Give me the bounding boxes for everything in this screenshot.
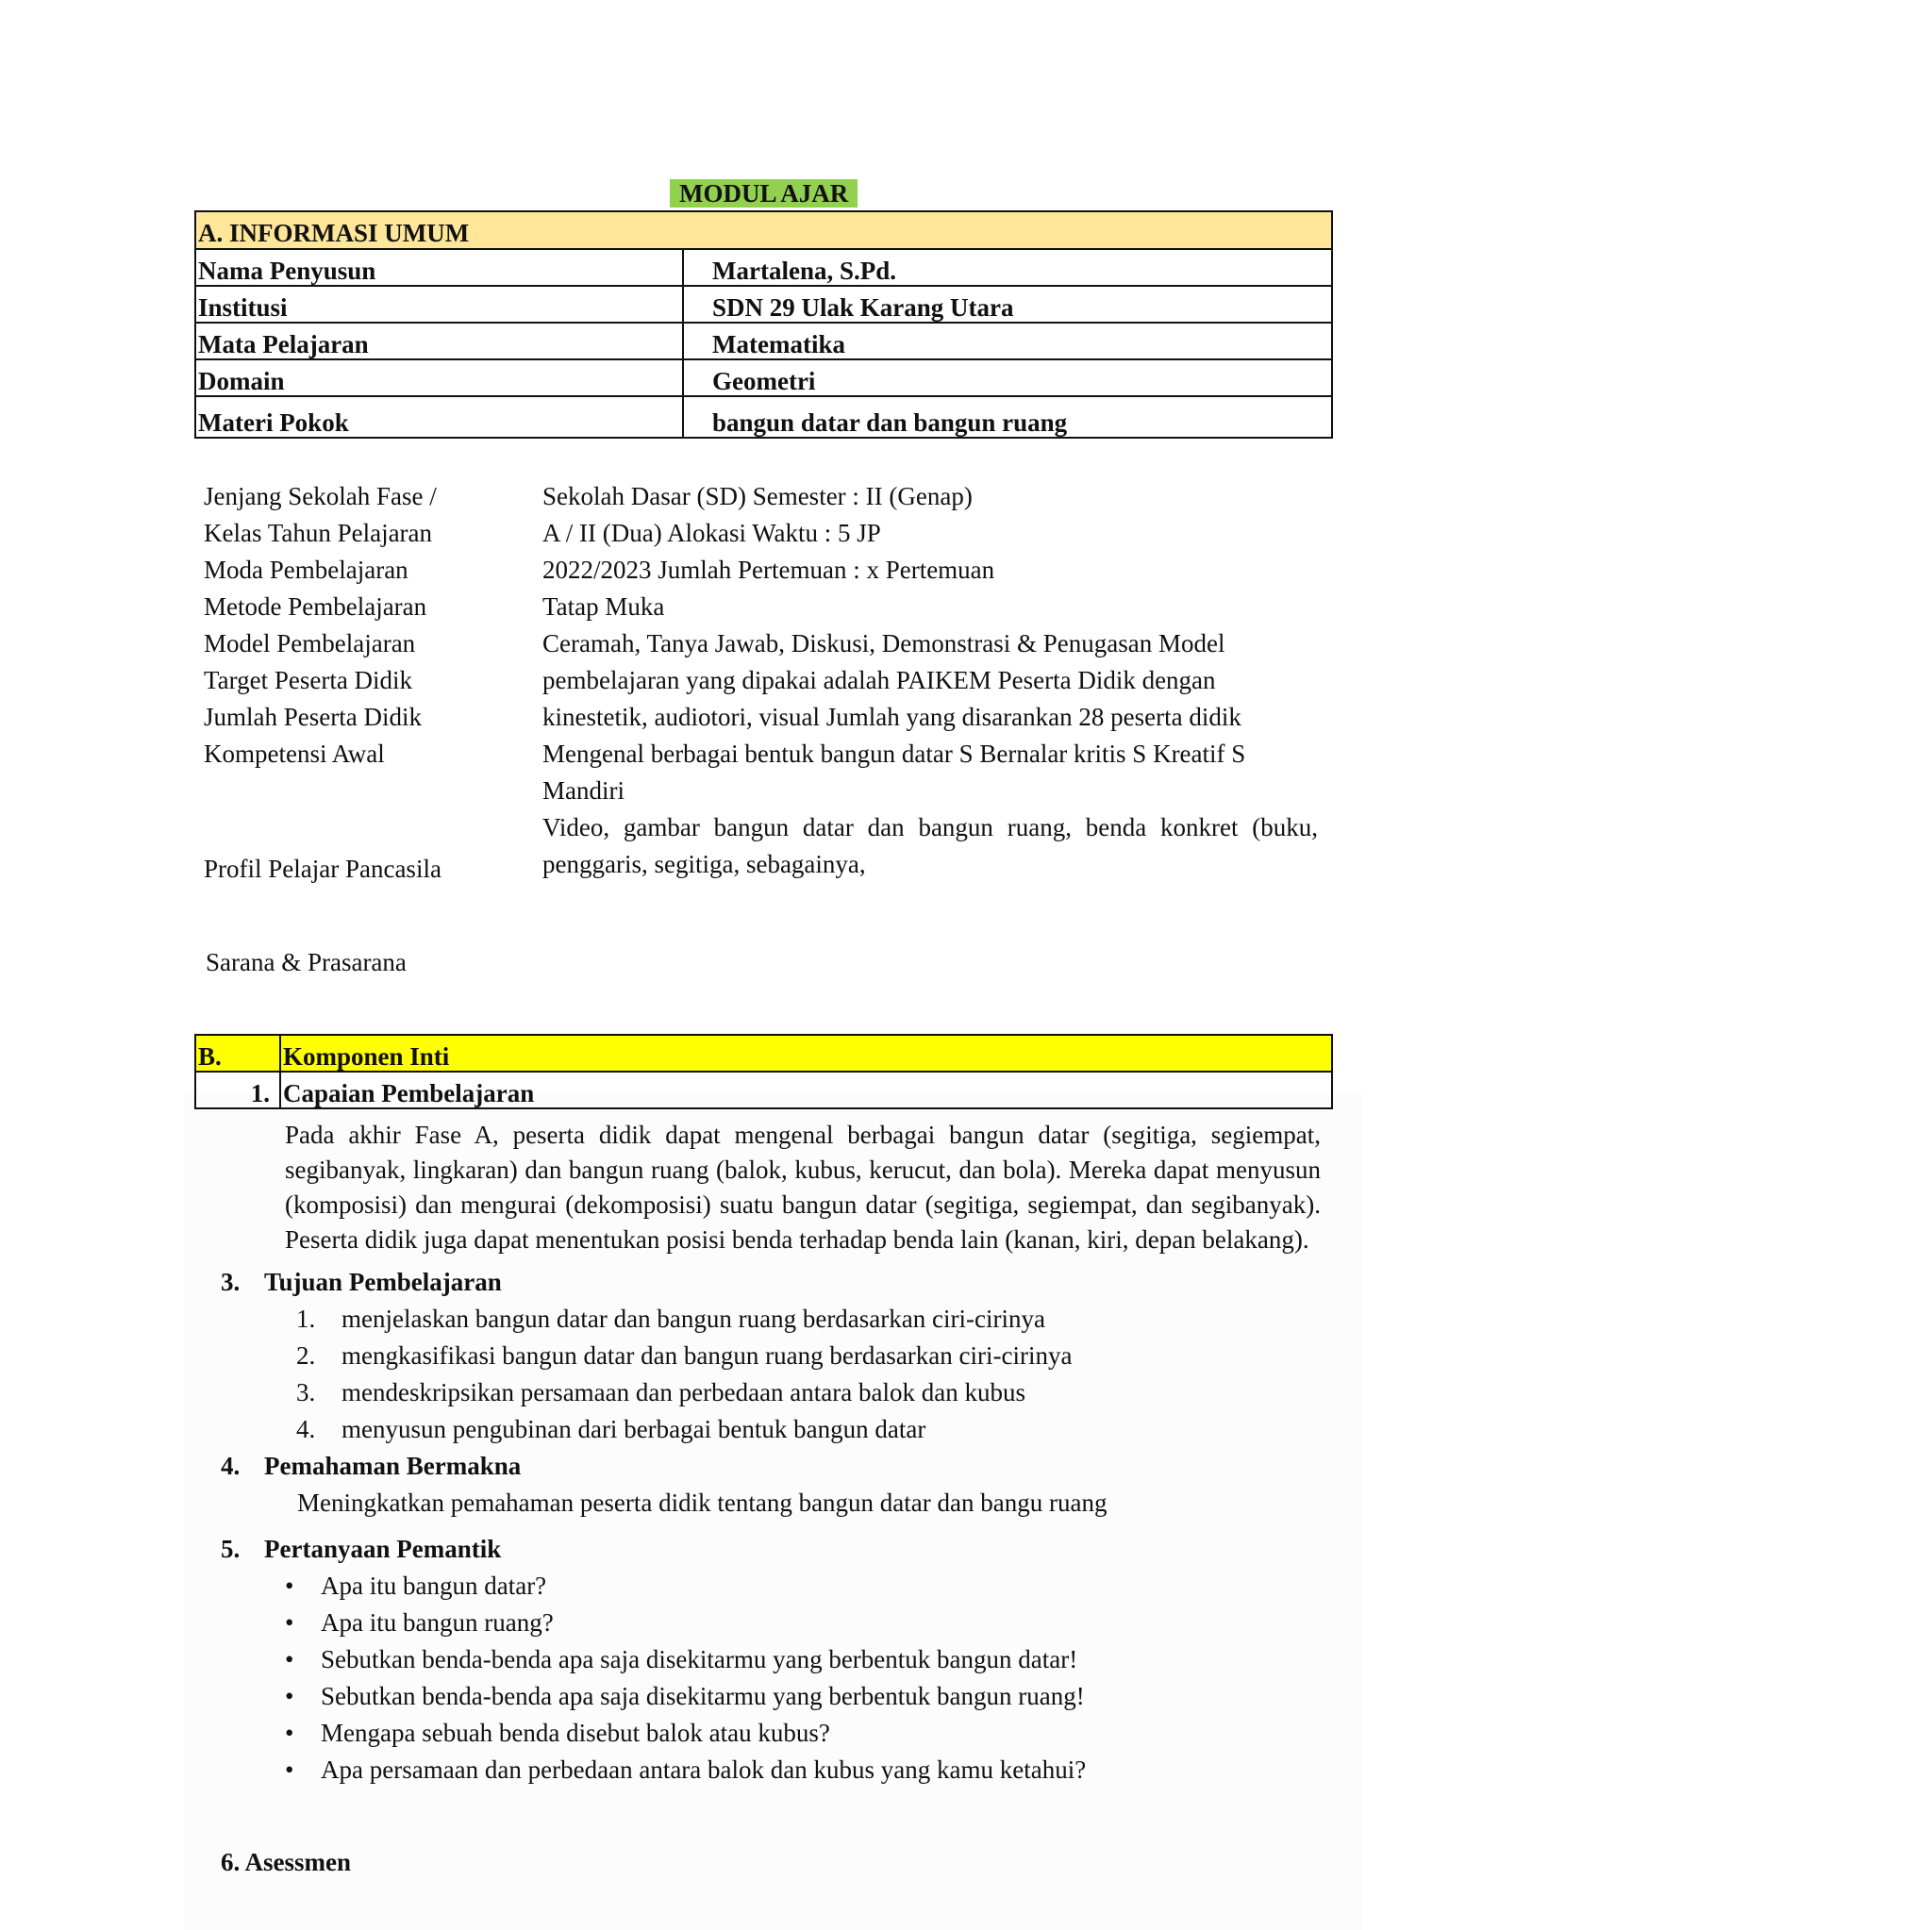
- bullet-icon: •: [285, 1608, 294, 1637]
- detail-value-sarana: Video, gambar bangun datar dan bangun ruang, benda konkret (buku, penggaris, segitiga, sebagainya,: [542, 813, 1318, 878]
- pemahaman-text: Meningkatkan pemahaman peserta didik tentang bangun datar dan bangu ruang: [297, 1489, 1108, 1517]
- list-text: menjelaskan bangun datar dan bangun ruang berdasarkan ciri-cirinya: [341, 1305, 1045, 1333]
- komponen-heading-row: [195, 1035, 1332, 1072]
- row-value: Matematika: [683, 323, 1332, 359]
- asesmen-title: 6. Asessmen: [221, 1848, 352, 1876]
- row-value: Geometri: [683, 359, 1332, 396]
- list-text: Sebutkan benda-benda apa saja disekitarmu yang berbentuk bangun datar!: [321, 1645, 1078, 1673]
- table-row: [195, 249, 1332, 286]
- capaian-title: Capaian Pembelajaran: [280, 1072, 1332, 1108]
- bullet-icon: •: [285, 1572, 294, 1600]
- table-row: [195, 323, 1332, 359]
- detail-label-model: Model Pembelajaran: [204, 629, 416, 657]
- list-text: menyusun pengubinan dari berbagai bentuk bangun datar: [341, 1415, 926, 1443]
- detail-value: Ceramah, Tanya Jawab, Diskusi, Demonstrasi & Penugasan Model: [542, 629, 1225, 657]
- row-label: Materi Pokok: [195, 396, 683, 438]
- detail-value: pembelajaran yang dipakai adalah PAIKEM Peserta Didik dengan: [542, 666, 1216, 694]
- row-value: SDN 29 Ulak Karang Utara: [683, 286, 1332, 323]
- row-label: Nama Penyusun: [195, 249, 683, 286]
- pemahaman-title: Pemahaman Bermakna: [264, 1452, 522, 1480]
- informasi-umum-table: [194, 210, 1333, 439]
- list-text: Apa itu bangun datar?: [321, 1572, 547, 1600]
- list-number: 4.: [296, 1415, 316, 1443]
- list-text: Sebutkan benda-benda apa saja disekitarmu yang berbentuk bangun ruang!: [321, 1682, 1085, 1710]
- table-row: [195, 359, 1332, 396]
- detail-label-kompetensi: Kompetensi Awal: [204, 740, 385, 768]
- detail-value: A / II (Dua) Alokasi Waktu : 5 JP: [542, 519, 881, 547]
- list-text: mengkasifikasi bangun datar dan bangun ruang berdasarkan ciri-cirinya: [341, 1341, 1073, 1370]
- asesmen-heading: [221, 1844, 351, 1881]
- detail-label-kelas: Kelas Tahun Pelajaran: [204, 519, 433, 547]
- list-number: 3.: [296, 1378, 316, 1406]
- pemahaman-number: 4.: [221, 1452, 241, 1480]
- detail-label-sarana: Sarana & Prasarana: [206, 948, 407, 976]
- detail-label-jenjang: Jenjang Sekolah Fase /: [204, 482, 437, 510]
- detail-label-profil: Profil Pelajar Pancasila: [204, 855, 441, 883]
- capaian-number: 1.: [195, 1072, 280, 1108]
- pertanyaan-title: Pertanyaan Pemantik: [264, 1535, 502, 1563]
- bullet-icon: •: [285, 1719, 294, 1747]
- list-text: Apa itu bangun ruang?: [321, 1608, 554, 1637]
- tujuan-number: 3.: [221, 1268, 241, 1296]
- row-value: bangun datar dan bangun ruang: [683, 396, 1332, 438]
- pertanyaan-number: 5.: [221, 1535, 241, 1563]
- list-text: Apa persamaan dan perbedaan antara balok dan kubus yang kamu ketahui?: [321, 1755, 1087, 1784]
- detail-label-metode: Metode Pembelajaran: [204, 592, 427, 621]
- list-text: mendeskripsikan persamaan dan perbedaan antara balok dan kubus: [341, 1378, 1025, 1406]
- detail-value: 2022/2023 Jumlah Pertemuan : x Pertemuan: [542, 556, 995, 584]
- bullet-icon: •: [285, 1645, 294, 1673]
- informasi-umum-heading: A. INFORMASI UMUM: [195, 211, 1332, 249]
- title-wrap: [670, 179, 858, 208]
- list-number: 2.: [296, 1341, 316, 1370]
- detail-label-target: Target Peserta Didik: [204, 666, 413, 694]
- komponen-inti-table: [194, 1034, 1333, 1109]
- document-title: MODUL AJAR: [670, 179, 858, 208]
- detail-value: Mengenal berbagai bentuk bangun datar S Bernalar kritis S Kreatif S: [542, 740, 1246, 768]
- list-text: Mengapa sebuah benda disebut balok atau kubus?: [321, 1719, 830, 1747]
- table-row: [195, 286, 1332, 323]
- komponen-number: B.: [195, 1035, 280, 1072]
- detail-value: Sekolah Dasar (SD) Semester : II (Genap): [542, 482, 973, 510]
- table-row: [195, 396, 1332, 438]
- row-value: Martalena, S.Pd.: [683, 249, 1332, 286]
- capaian-paragraph: Pada akhir Fase A, peserta didik dapat mengenal berbagai bangun datar (segitiga, segiempat, segibanyak, lingkaran) dan bangun ruang (balok, kubus, kerucut, dan bola). Mereka dapat menyusun (komposisi) dan mengurai (dekomposisi) suatu bangun datar (segitiga, segiempat, dan segibanyak). Peserta didik juga dapat menentukan posisi benda terhadap benda lain (kanan, kiri, depan belakang).: [285, 1121, 1321, 1254]
- bullet-icon: •: [285, 1682, 294, 1710]
- detail-label-jumlah: Jumlah Peserta Didik: [204, 703, 422, 731]
- detail-value: Tatap Muka: [542, 592, 665, 621]
- detail-label-moda: Moda Pembelajaran: [204, 556, 408, 584]
- row-label: Domain: [195, 359, 683, 396]
- row-label: Institusi: [195, 286, 683, 323]
- detail-value: Mandiri: [542, 776, 625, 805]
- komponen-title: Komponen Inti: [280, 1035, 1332, 1072]
- bullet-icon: •: [285, 1755, 294, 1784]
- list-number: 1.: [296, 1305, 316, 1333]
- informasi-umum-heading-row: [195, 211, 1332, 249]
- tujuan-title: Tujuan Pembelajaran: [264, 1268, 502, 1296]
- detail-value: kinestetik, audiotori, visual Jumlah yang disarankan 28 peserta didik: [542, 703, 1241, 731]
- capaian-heading-row: [195, 1072, 1332, 1108]
- row-label: Mata Pelajaran: [195, 323, 683, 359]
